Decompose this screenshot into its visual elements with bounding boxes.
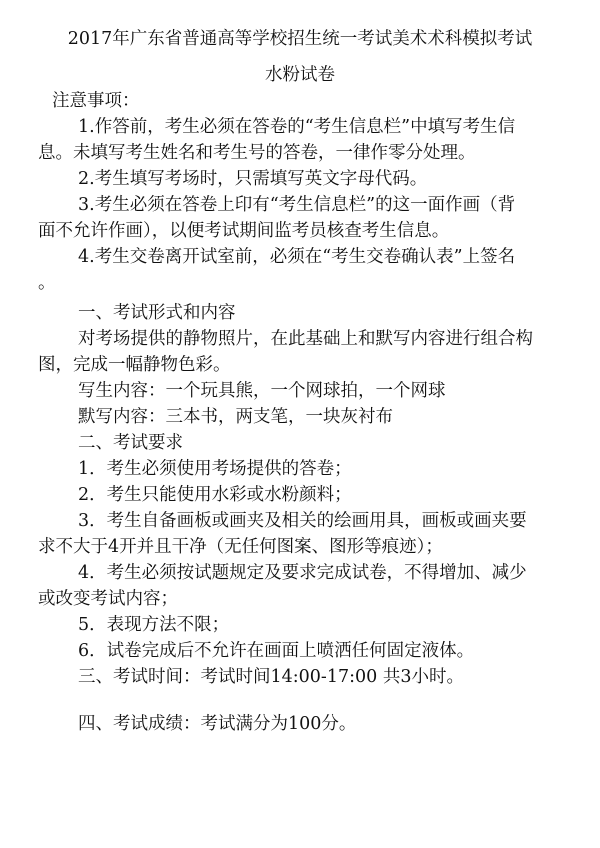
section2-item-2: 2．考生只能使用水彩或水粉颜料； xyxy=(78,485,352,505)
section-requirements xyxy=(38,430,578,664)
section2-item-3-line-1: 3．考生自备画板或画夹及相关的绘画用具，画板或画夹要 xyxy=(78,511,527,531)
notice-item-2: 2.考生填写考场时，只需填写英文字母代码。 xyxy=(78,169,428,189)
section1-memory-content: 默写内容：三本书，两支笔，一块灰衬布 xyxy=(78,407,393,427)
document-subtitle: 水粉试卷 xyxy=(265,65,335,85)
section1-sketch-content: 写生内容：一个玩具熊，一个网球拍，一个网球 xyxy=(78,381,446,401)
section1-body-line-1: 对考场提供的静物照片，在此基础上和默写内容进行组合构 xyxy=(78,329,533,349)
section-exam-time xyxy=(38,664,578,690)
notice-item-4-line-2: 。 xyxy=(38,273,56,293)
section4-text: 四、考试成绩：考试满分为100分。 xyxy=(78,714,357,734)
section2-item-6: 6．试卷完成后不允许在画面上喷洒任何固定液体。 xyxy=(78,641,475,661)
document-title: 2017年广东省普通高等学校招生统一考试美术术科模拟考试 xyxy=(67,29,533,49)
notice-item-4-line-1: 4.考生交卷离开试室前，必须在“考生交卷确认表”上签名 xyxy=(78,247,516,267)
section2-item-4-line-1: 4．考生必须按试题规定及要求完成试卷，不得增加、减少 xyxy=(78,563,527,583)
section2-item-5: 5．表现方法不限； xyxy=(78,615,230,635)
section1-body-line-2: 图，完成一幅静物色彩。 xyxy=(38,355,231,375)
notice-item-3-line-2: 面不允许作画），以便考试期间监考员核查考生信息。 xyxy=(38,221,450,241)
section3-text: 三、考试时间：考试时间14:00-17:00 共3小时。 xyxy=(78,667,464,687)
notice-item-1-line-2: 息。未填写考生姓名和考生号的答卷，一律作零分处理。 xyxy=(38,143,476,163)
section1-heading: 一、考试形式和内容 xyxy=(78,303,236,323)
notice-item-1-line-1: 1.作答前，考生必须在答卷的“考生信息栏”中填写考生信 xyxy=(78,117,516,137)
section2-heading: 二、考试要求 xyxy=(78,433,183,453)
section-form-content xyxy=(38,300,578,430)
notice-heading: 注意事项： xyxy=(52,91,140,111)
section2-item-3-line-2: 求不大于4开并且干净（无任何图案、图形等痕迹）； xyxy=(38,537,443,557)
notice-item-3-line-1: 3.考生必须在答卷上印有“考生信息栏”的这一面作画（背 xyxy=(78,195,516,215)
section2-item-4-line-2: 或改变考试内容； xyxy=(38,589,178,609)
section-exam-score xyxy=(38,711,578,737)
notice-section xyxy=(38,88,578,296)
section2-item-1: 1．考生必须使用考场提供的答卷； xyxy=(78,459,352,479)
